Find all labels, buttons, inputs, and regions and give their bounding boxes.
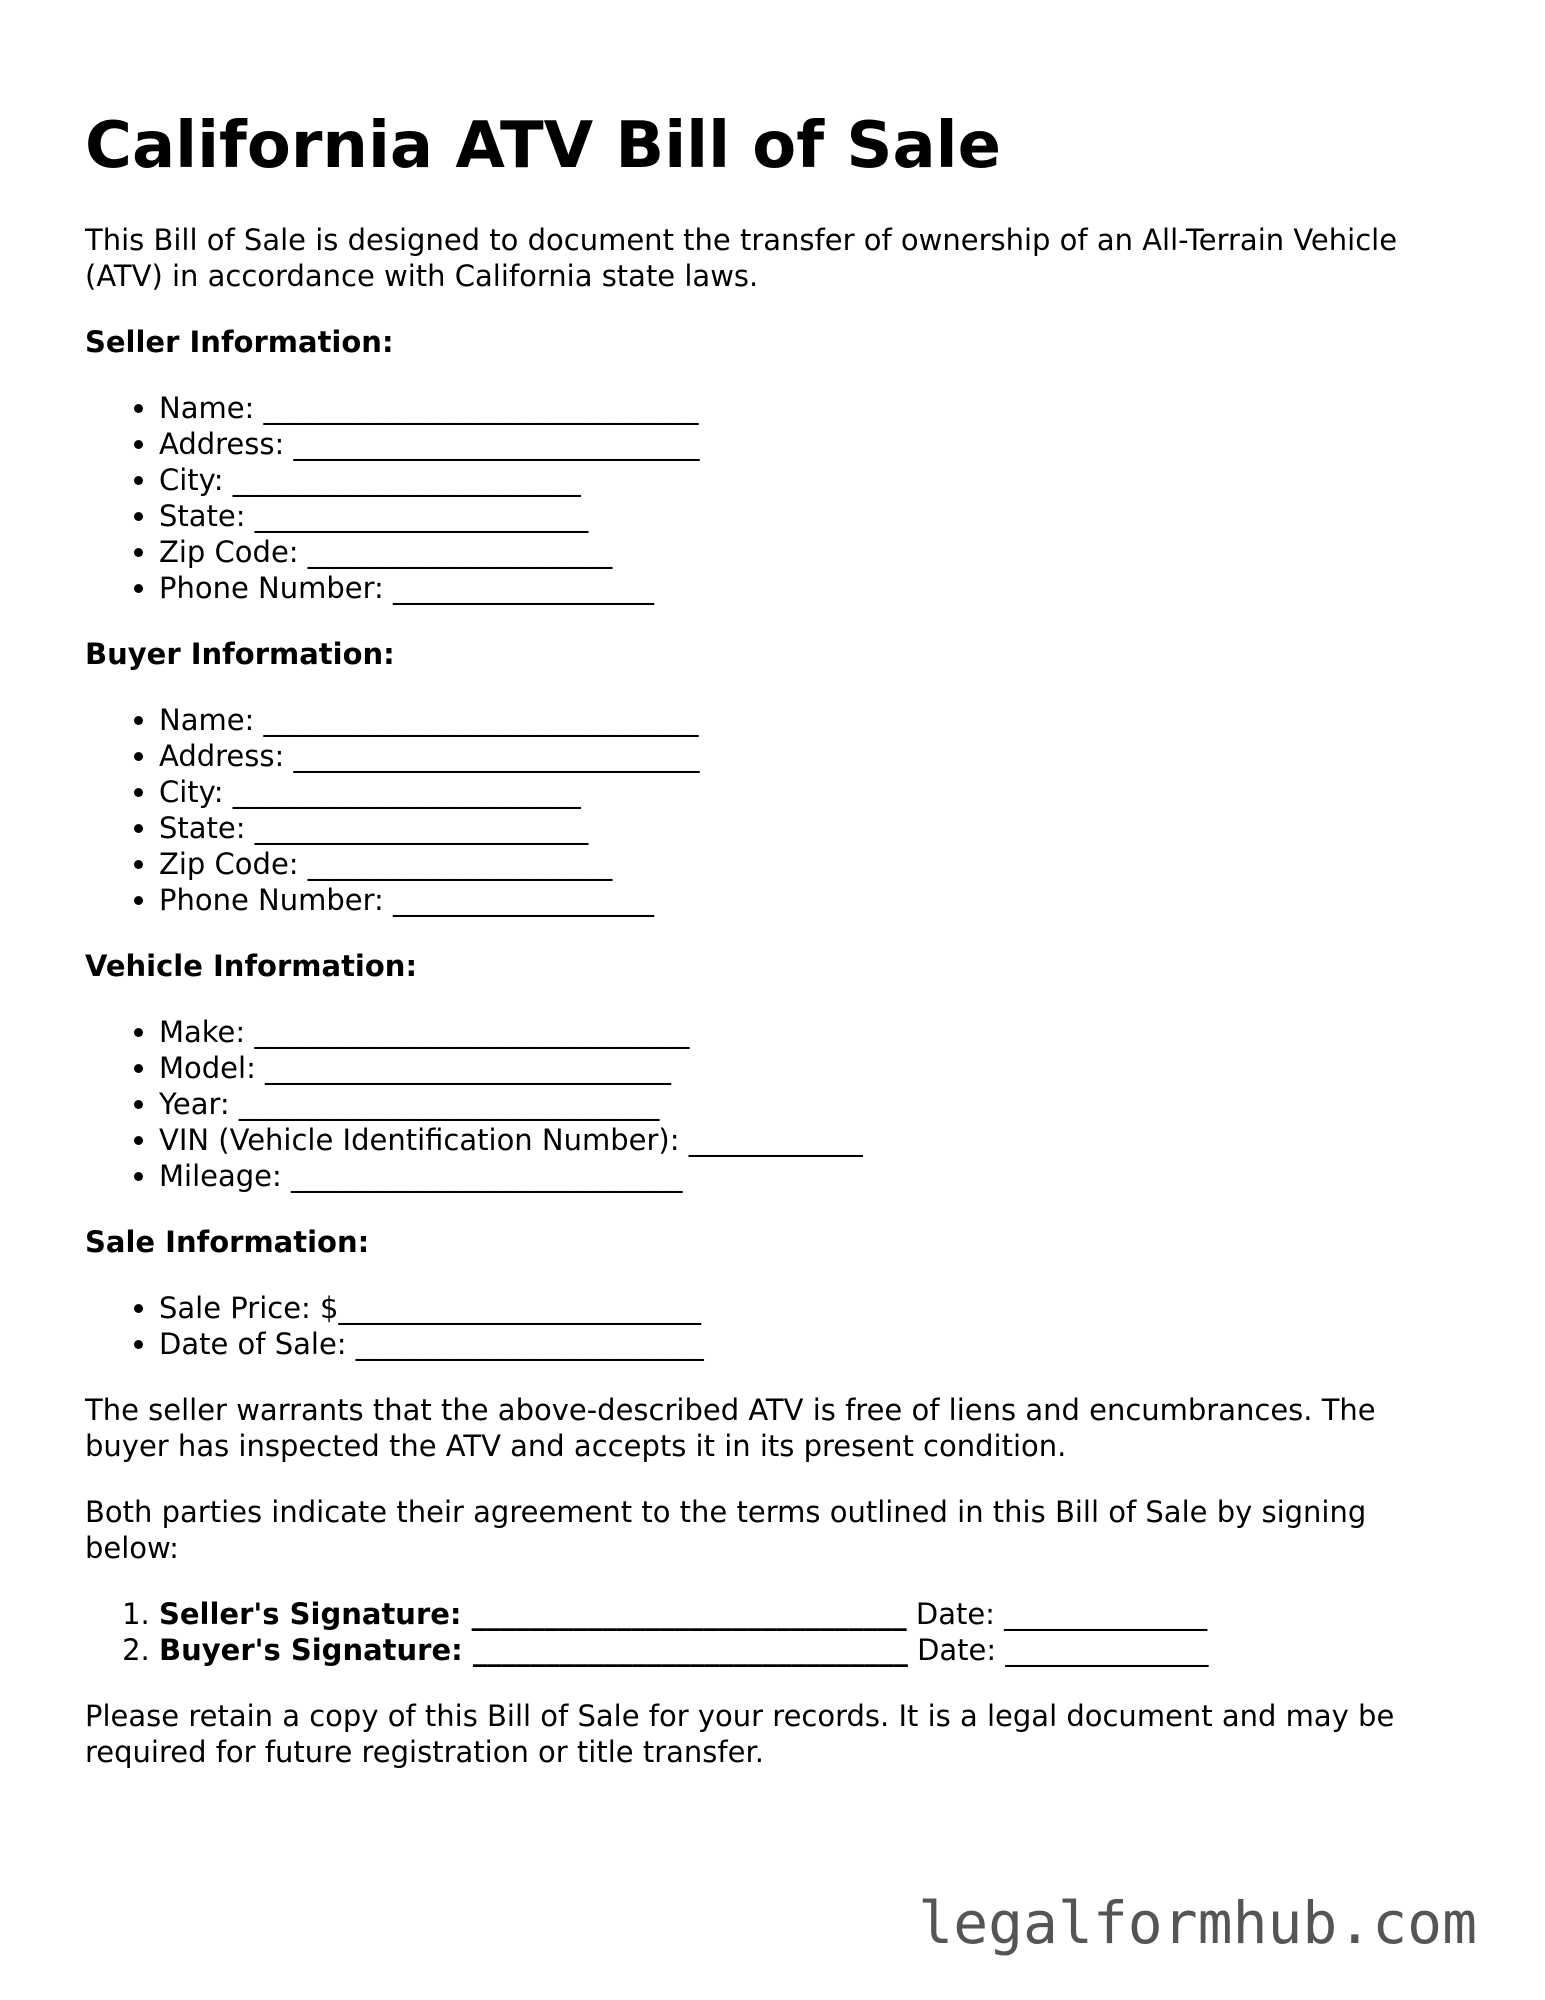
buyer-state-field: • State: _______________________	[159, 810, 1465, 846]
document	[85, 108, 1465, 1800]
vehicle-model-field: • Model: ____________________________	[159, 1050, 1465, 1086]
buyer-fields	[85, 702, 1465, 918]
buyer-signature-line: 2. Buyer's Signature: ______________________________ Date: ______________	[159, 1632, 1465, 1668]
fill-blank[interactable]: ________________________	[346, 1327, 704, 1361]
fill-blank[interactable]: _____________________________	[229, 1087, 660, 1121]
seller-signature-line: 1. Seller's Signature: ______________________________ Date: ______________	[159, 1596, 1465, 1632]
seller-phone-field: • Phone Number: __________________	[159, 570, 1465, 606]
sale-heading: Sale Information:	[85, 1225, 370, 1259]
signature-blank[interactable]: ______________________________	[462, 1633, 908, 1667]
fill-blank[interactable]: ______________________________	[254, 391, 699, 425]
warranty-paragraph: The seller warrants that the above-described ATV is free of liens and encumbrances. The buyer has inspected the ATV and accepts it in its present condition.	[85, 1393, 1376, 1463]
buyer-city-field: • City: ________________________	[159, 774, 1465, 810]
seller-address-field: • Address: ____________________________	[159, 426, 1465, 462]
seller-fields	[85, 390, 1465, 606]
vehicle-heading: Vehicle Information:	[85, 949, 418, 983]
fill-blank[interactable]: ______________________________	[254, 703, 699, 737]
agreement-paragraph: Both parties indicate their agreement to the terms outlined in this Bill of Sale by signing below:	[85, 1495, 1367, 1565]
vehicle-vin-field: • VIN (Vehicle Identification Number): ____________	[159, 1122, 1465, 1158]
fill-blank[interactable]: _____________________	[298, 847, 613, 881]
fill-blank[interactable]: __________________	[383, 571, 655, 605]
signature-list	[85, 1596, 1465, 1668]
fill-blank[interactable]: ____________________________	[284, 427, 700, 461]
fill-blank[interactable]: ________________________	[223, 775, 581, 809]
fill-blank[interactable]: ____________	[679, 1123, 863, 1157]
vehicle-make-field: • Make: ______________________________	[159, 1014, 1465, 1050]
fill-blank[interactable]: _______________________	[245, 811, 589, 845]
fill-blank[interactable]: ___________________________	[281, 1159, 683, 1193]
seller-heading: Seller Information:	[85, 325, 394, 359]
sale-date-field: • Date of Sale: ________________________	[159, 1326, 1465, 1362]
seller-state-field: • State: _______________________	[159, 498, 1465, 534]
fill-blank[interactable]: _____________________	[298, 535, 613, 569]
fill-blank[interactable]: ______________________________	[245, 1015, 690, 1049]
fill-blank[interactable]: ____________________________	[255, 1051, 672, 1085]
buyer-phone-field: • Phone Number: __________________	[159, 882, 1465, 918]
date-blank[interactable]: ______________	[994, 1597, 1208, 1631]
vehicle-year-field: • Year: _____________________________	[159, 1086, 1465, 1122]
seller-city-field: • City: ________________________	[159, 462, 1465, 498]
document-title: California ATV Bill of Sale	[85, 109, 1001, 183]
vehicle-fields	[85, 1014, 1465, 1194]
buyer-heading: Buyer Information:	[85, 637, 395, 671]
signature-blank[interactable]: ______________________________	[461, 1597, 907, 1631]
seller-zip-field: • Zip Code: _____________________	[159, 534, 1465, 570]
sale-fields	[85, 1290, 1465, 1362]
sale-price-field: • Sale Price: $_________________________	[159, 1290, 1465, 1326]
vehicle-mileage-field: • Mileage: ___________________________	[159, 1158, 1465, 1194]
seller-name-field: • Name: ______________________________	[159, 390, 1465, 426]
buyer-name-field: • Name: ______________________________	[159, 702, 1465, 738]
watermark: legalformhub.com	[918, 1889, 1477, 1957]
fill-blank[interactable]: _________________________	[338, 1291, 701, 1325]
fill-blank[interactable]: ________________________	[223, 463, 581, 497]
buyer-zip-field: • Zip Code: _____________________	[159, 846, 1465, 882]
closing-paragraph: Please retain a copy of this Bill of Sale for your records. It is a legal document and may be required for future registration or title transfer.	[85, 1699, 1395, 1769]
intro-paragraph: This Bill of Sale is designed to document the transfer of ownership of an All-Terrain Vehicle (ATV) in accordance with California state laws.	[85, 223, 1398, 293]
fill-blank[interactable]: __________________	[383, 883, 655, 917]
fill-blank[interactable]: ____________________________	[284, 739, 700, 773]
fill-blank[interactable]: _______________________	[245, 499, 589, 533]
buyer-address-field: • Address: ____________________________	[159, 738, 1465, 774]
date-blank[interactable]: ______________	[996, 1633, 1209, 1667]
